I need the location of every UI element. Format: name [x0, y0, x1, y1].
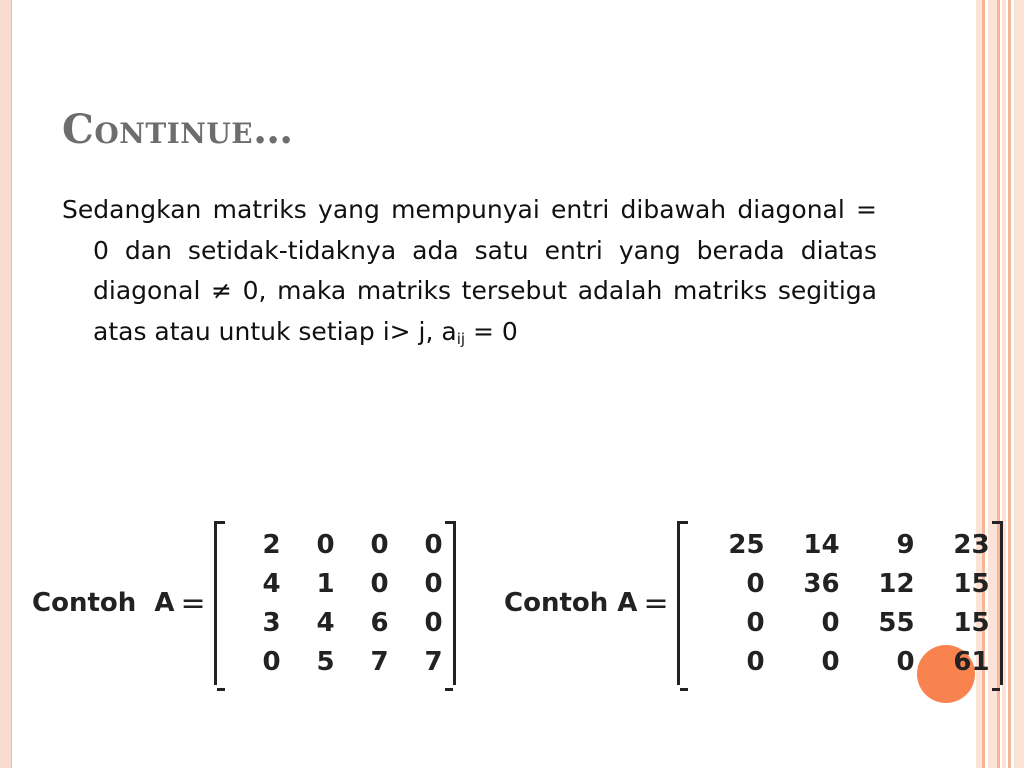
matrix-row — [227, 642, 443, 681]
matrix-cell: 36 — [803, 568, 840, 599]
matrix-row — [690, 642, 990, 681]
matrix-cell: 0 — [370, 568, 389, 599]
body-main-text: Sedangkan matriks yang mempunyai entri dibawah diagonal = 0 dan setidak-tidaknya ada satu entri yang berada diatas diagonal ≠ 0, maka matriks tersebut adalah matriks segitiga atas atau untuk setiap i> j, a — [62, 195, 877, 346]
matrix-cell: 12 — [878, 568, 915, 599]
matrix-cell: 55 — [878, 607, 915, 638]
matrix-cell: 14 — [803, 529, 840, 560]
matrix-cell: 0 — [424, 568, 443, 599]
subscript-ij: ij — [456, 329, 466, 348]
matrix-cell: 0 — [821, 646, 840, 677]
matrix-cell: 5 — [316, 646, 335, 677]
matrix-bracket — [677, 521, 1003, 685]
matrix-cell: 0 — [746, 607, 765, 638]
matrix-cell: 0 — [821, 607, 840, 638]
matrix-cell: 61 — [953, 646, 990, 677]
matrix-row — [690, 603, 990, 642]
matrix-cell: 0 — [262, 646, 281, 677]
left-border-band — [0, 0, 12, 768]
slide-title: Continue… — [62, 106, 294, 153]
matrix-cell: 1 — [316, 568, 335, 599]
matrix-table — [690, 525, 990, 681]
matrix-cell: 0 — [370, 529, 389, 560]
matrix-cell: 23 — [953, 529, 990, 560]
matrix-cell: 9 — [896, 529, 915, 560]
matrix-cell: 6 — [370, 607, 389, 638]
matrix-row — [227, 603, 443, 642]
matrix-row — [690, 564, 990, 603]
matrix-table — [227, 525, 443, 681]
matrix-cell: 0 — [896, 646, 915, 677]
matrix-cell: 3 — [262, 607, 281, 638]
matrix-cell: 2 — [262, 529, 281, 560]
matrix-cell: 25 — [728, 529, 765, 560]
matrix-row — [227, 525, 443, 564]
matrix-cell: 0 — [424, 529, 443, 560]
matrix-bracket — [214, 521, 456, 685]
matrix-cell: 4 — [262, 568, 281, 599]
matrix-cell: 7 — [424, 646, 443, 677]
matrix-cell: 0 — [746, 568, 765, 599]
matrix-cell: 7 — [370, 646, 389, 677]
matrix-cell: 0 — [746, 646, 765, 677]
matrix-row — [690, 525, 990, 564]
example-label: Contoh A — [504, 588, 638, 618]
matrix-cell: 15 — [953, 607, 990, 638]
matrix-cell: 0 — [424, 607, 443, 638]
example-upper-triangular — [504, 521, 1003, 685]
matrix-row — [227, 564, 443, 603]
matrix-cell: 0 — [316, 529, 335, 560]
matrix-cell: 15 — [953, 568, 990, 599]
equals-sign: = — [180, 585, 206, 621]
equals-sign: = — [643, 585, 669, 621]
body-ending: = 0 — [465, 316, 518, 346]
example-lower-triangular — [32, 521, 456, 685]
matrix-cell: 4 — [316, 607, 335, 638]
example-label: Contoh A — [32, 588, 175, 618]
slide-body-text — [62, 190, 877, 352]
